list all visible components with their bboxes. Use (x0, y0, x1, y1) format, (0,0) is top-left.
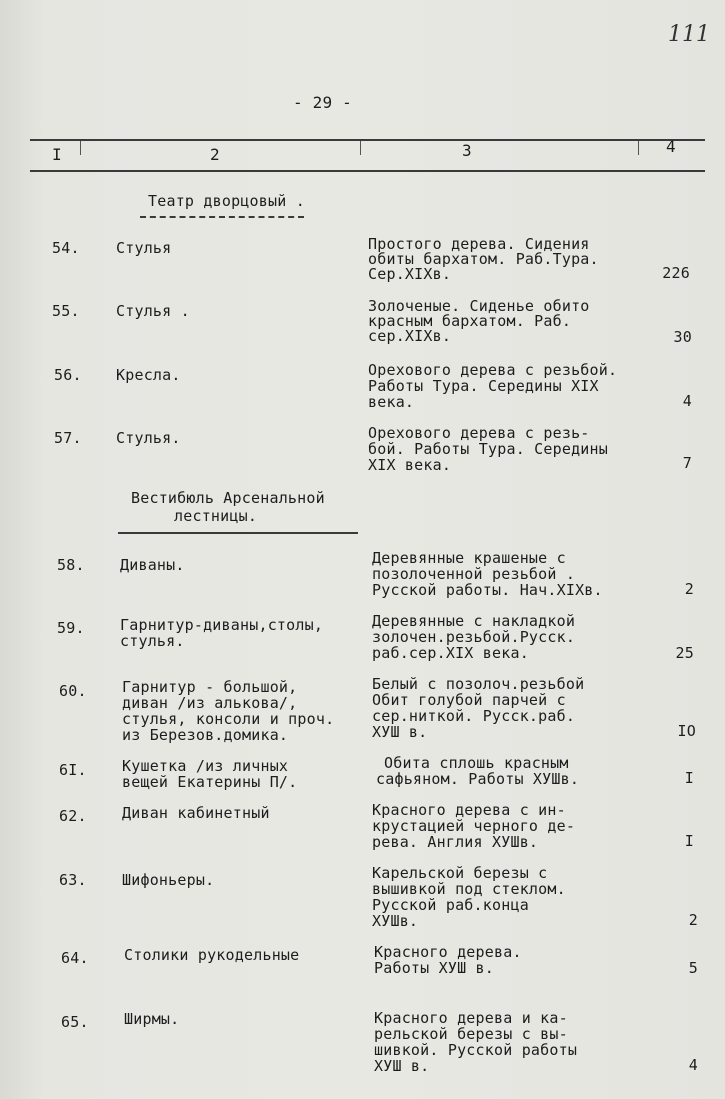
row-name: Кушетка /из личных (122, 757, 289, 775)
column-header-3: 3 (462, 141, 472, 160)
row-description: Деревянные с накладкой (372, 612, 576, 630)
row-description: золочен.резьбой.Русск. (372, 628, 576, 646)
row-description: бой. Работы Тура. Середины (368, 440, 608, 458)
row-name: Стулья. (116, 429, 181, 447)
row-description: раб.сер.XIX века. (372, 644, 529, 662)
row-name: стулья. (120, 632, 185, 650)
row-description: Красного дерева с ин- (372, 801, 566, 819)
column-divider (360, 141, 361, 155)
row-description: Орехового дерева с резьбой. (368, 361, 618, 379)
row-quantity: 4 (688, 1056, 698, 1074)
row-name: диван /из алькова/, (122, 694, 298, 712)
row-description: Красного дерева. (374, 943, 522, 961)
row-number: 63. (59, 871, 87, 889)
section-title: Вестибюль Арсенальной (131, 489, 325, 507)
row-description: Русской работы. Нач.XIXв. (372, 581, 603, 599)
column-divider (80, 141, 81, 155)
row-description: Работы Тура. Середины XIX (368, 377, 599, 395)
row-number: 6I. (59, 761, 87, 779)
row-name: Диван кабинетный (122, 804, 270, 822)
header-top-rule (30, 139, 705, 141)
row-quantity: 4 (682, 392, 692, 410)
row-description: Белый с позолоч.резьбой (372, 675, 585, 693)
row-name: Стулья . (116, 302, 190, 320)
row-description: крустацией черного де- (372, 817, 576, 835)
row-quantity: 7 (682, 454, 692, 472)
row-description: ХУШ в. (374, 1057, 430, 1075)
row-name: Гарнитур-диваны,столы, (120, 616, 324, 634)
row-quantity: 25 (675, 644, 694, 662)
row-number: 57. (54, 429, 82, 447)
row-name: Диваны. (120, 556, 185, 574)
section-underline (118, 532, 358, 534)
column-divider (638, 141, 639, 155)
column-header-4: 4 (666, 137, 676, 156)
section-title: Театр дворцовый . (148, 192, 305, 210)
row-description: ХУШв. (372, 912, 419, 930)
section-underline (140, 216, 304, 218)
row-description: Работы ХУШ в. (374, 959, 494, 977)
row-description: XIX века. (368, 456, 452, 474)
row-number: 65. (61, 1013, 89, 1031)
column-header-1: I (52, 145, 62, 164)
row-quantity: I (684, 769, 694, 787)
row-quantity: 30 (673, 328, 692, 346)
row-description: Сер.XIXв. (368, 265, 452, 283)
row-description: Орехового дерева с резь- (368, 424, 590, 442)
row-description: вышивкой под стеклом. (372, 880, 566, 898)
row-name: стулья, консоли и проч. (122, 710, 335, 728)
row-name: Шифоньеры. (122, 871, 215, 889)
row-name: Кресла. (116, 366, 181, 384)
section-title: лестницы. (174, 507, 258, 525)
row-description: шивкой. Русской работы (374, 1041, 578, 1059)
row-number: 62. (59, 807, 87, 825)
row-description: ХУШ в. (372, 723, 428, 741)
row-number: 60. (59, 682, 87, 700)
row-number: 55. (52, 302, 80, 320)
row-description: Обита сплошь красным (384, 754, 569, 772)
row-name: вещей Екатерины П/. (122, 773, 298, 791)
row-description: Простого дерева. Сидения (368, 235, 590, 253)
row-quantity: 226 (662, 264, 690, 282)
row-description: сер.XIXв. (368, 327, 452, 345)
row-number: 56. (54, 366, 82, 384)
row-description: сафьяном. Работы ХУШв. (376, 770, 580, 788)
row-description: Деревянные крашеные с (372, 549, 566, 567)
row-description: Русской раб.конца (372, 896, 529, 914)
handwritten-page-mark: 111 (668, 22, 710, 47)
header-bottom-rule (30, 170, 705, 172)
row-number: 54. (52, 239, 80, 257)
row-description: Карельской березы с (372, 864, 548, 882)
row-description: обиты бархатом. Раб.Тура. (368, 250, 599, 268)
row-description: рева. Англия ХУШв. (372, 833, 539, 851)
row-name: Стулья (116, 239, 172, 257)
row-number: 59. (57, 619, 85, 637)
row-description: красным бархатом. Раб. (368, 312, 572, 330)
row-description: Обит голубой парчей с (372, 691, 566, 709)
row-name: Столики рукодельные (124, 946, 300, 964)
row-number: 64. (61, 949, 89, 967)
row-quantity: I (684, 832, 694, 850)
row-description: Красного дерева и ка- (374, 1009, 568, 1027)
row-quantity: IO (677, 722, 696, 740)
row-description: рельской березы с вы- (374, 1025, 568, 1043)
row-name: из Березов.домика. (122, 726, 289, 744)
row-name: Ширмы. (124, 1010, 180, 1028)
row-name: Гарнитур - большой, (122, 678, 298, 696)
page-number: - 29 - (293, 93, 352, 112)
row-number: 58. (57, 556, 85, 574)
column-header-2: 2 (210, 145, 220, 164)
row-quantity: 5 (688, 959, 698, 977)
row-description: позолоченной резьбой . (372, 565, 576, 583)
row-description: сер.ниткой. Русск.раб. (372, 707, 576, 725)
row-quantity: 2 (684, 580, 694, 598)
row-description: века. (368, 393, 415, 411)
row-description: Золоченые. Сиденье обито (368, 297, 590, 315)
row-quantity: 2 (688, 911, 698, 929)
